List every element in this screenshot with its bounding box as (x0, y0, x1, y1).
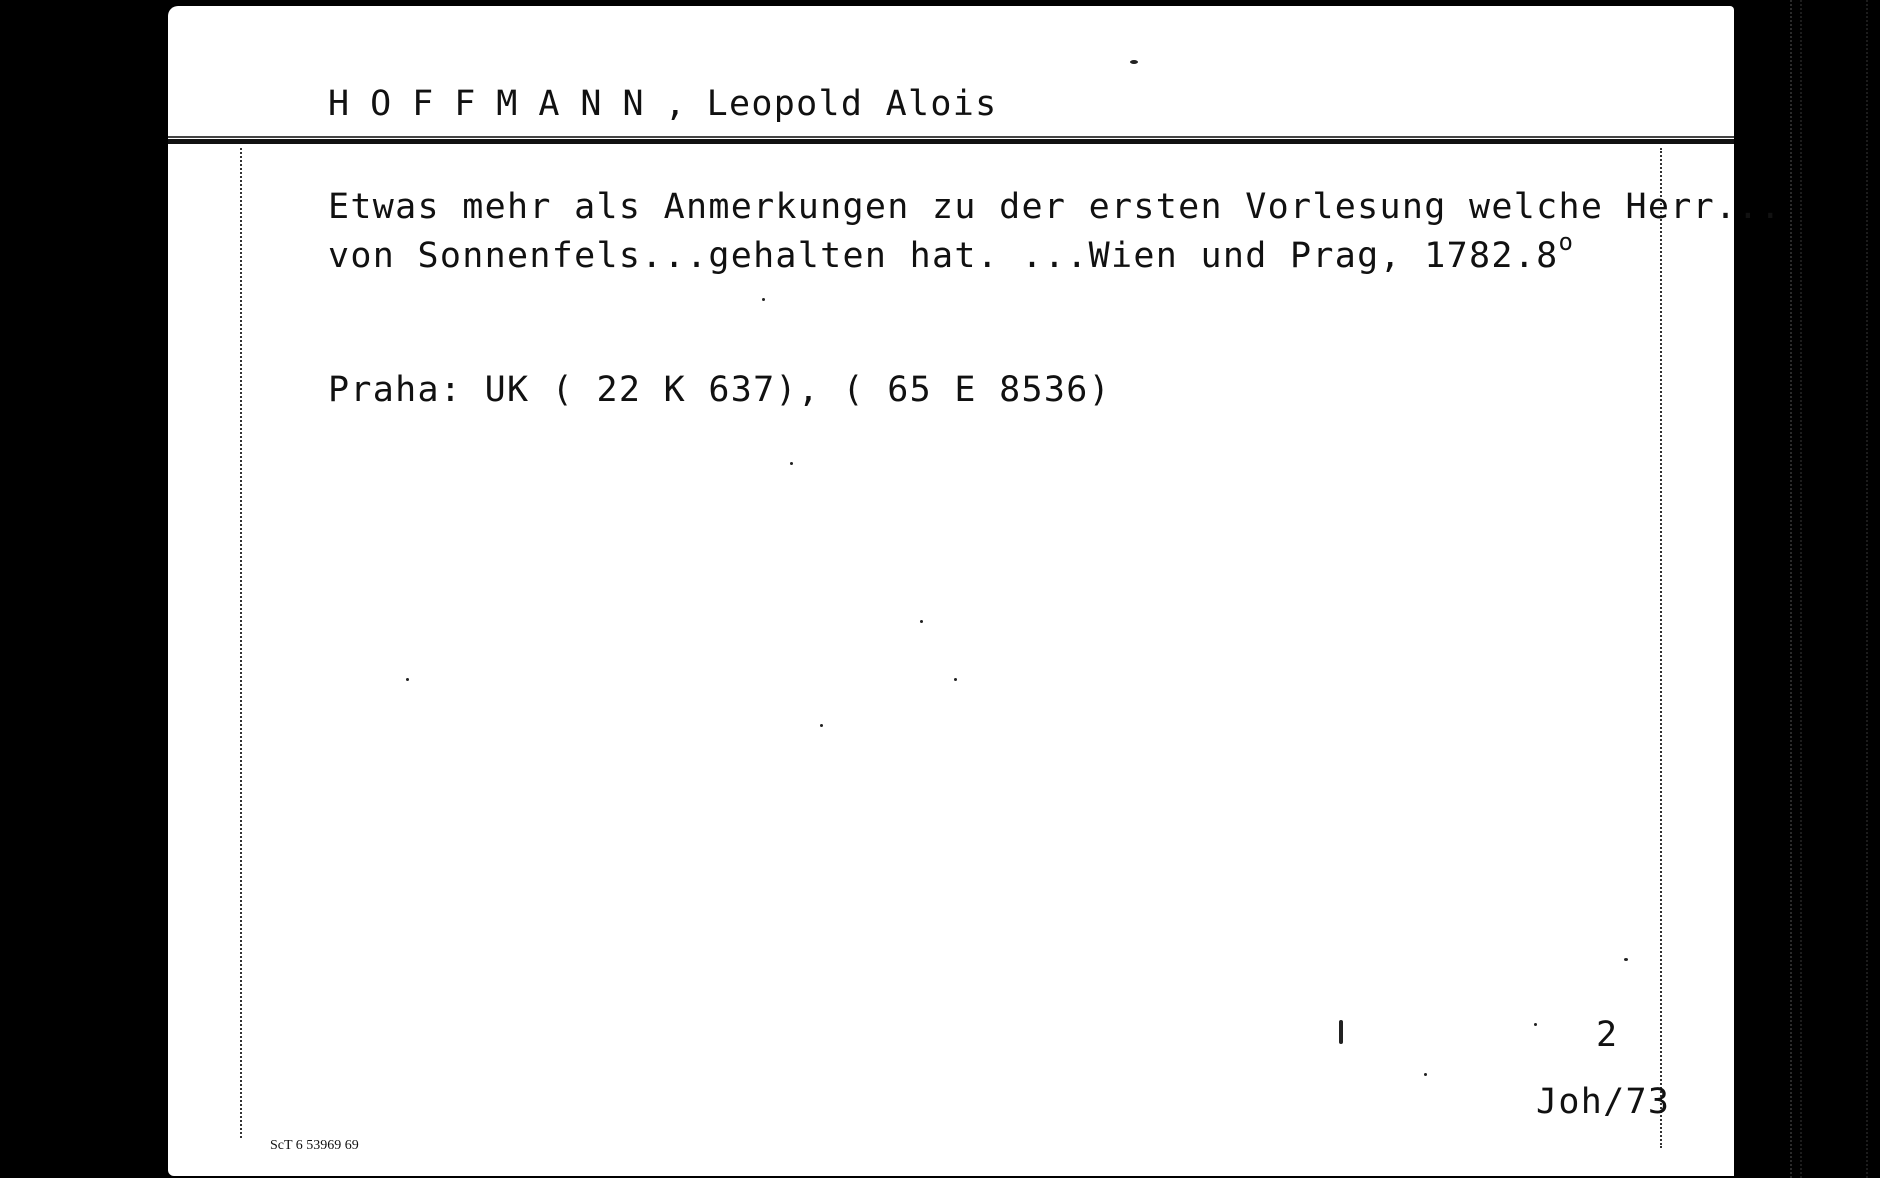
cataloguer-mark: Joh/73 (1536, 1082, 1671, 1122)
ink-speck (920, 620, 923, 623)
right-margin-line (1660, 148, 1662, 1148)
ink-speck (1624, 958, 1628, 961)
heading-line (328, 84, 998, 124)
heading-rule (168, 139, 1734, 144)
card-number: 2 (1596, 1015, 1619, 1055)
ink-speck (762, 298, 765, 301)
ink-speck (406, 678, 409, 681)
format-degree-mark: o (1558, 228, 1573, 256)
holdings-line: Praha: UK ( 22 K 637), ( 65 E 8536) (328, 370, 1112, 410)
left-margin-line (240, 148, 242, 1138)
ink-speck (790, 462, 793, 465)
ink-speck (954, 678, 957, 681)
title-line-2 (328, 228, 1573, 276)
scan-edge-noise (1800, 0, 1802, 1178)
title-line-1: Etwas mehr als Anmerkungen zu der ersten Vorlesung welche Herr... (328, 187, 1783, 227)
heading-given-names: Leopold Alois (706, 84, 998, 124)
ink-speck (820, 724, 823, 727)
catalog-card (168, 6, 1734, 1176)
scan-edge-noise (1790, 0, 1792, 1178)
ink-speck (1339, 1020, 1343, 1044)
scan-edge-noise (1866, 0, 1868, 1178)
heading-rule-thin (168, 136, 1734, 138)
ink-speck (1424, 1073, 1427, 1076)
print-code: ScT 6 53969 69 (270, 1138, 359, 1153)
heading-surname: HOFFMANN, (328, 84, 707, 124)
ink-speck (1534, 1023, 1537, 1026)
title-line-2-text: von Sonnenfels...gehalten hat. ...Wien und Prag, 1782.8 (328, 236, 1559, 276)
ink-speck (1130, 60, 1138, 64)
